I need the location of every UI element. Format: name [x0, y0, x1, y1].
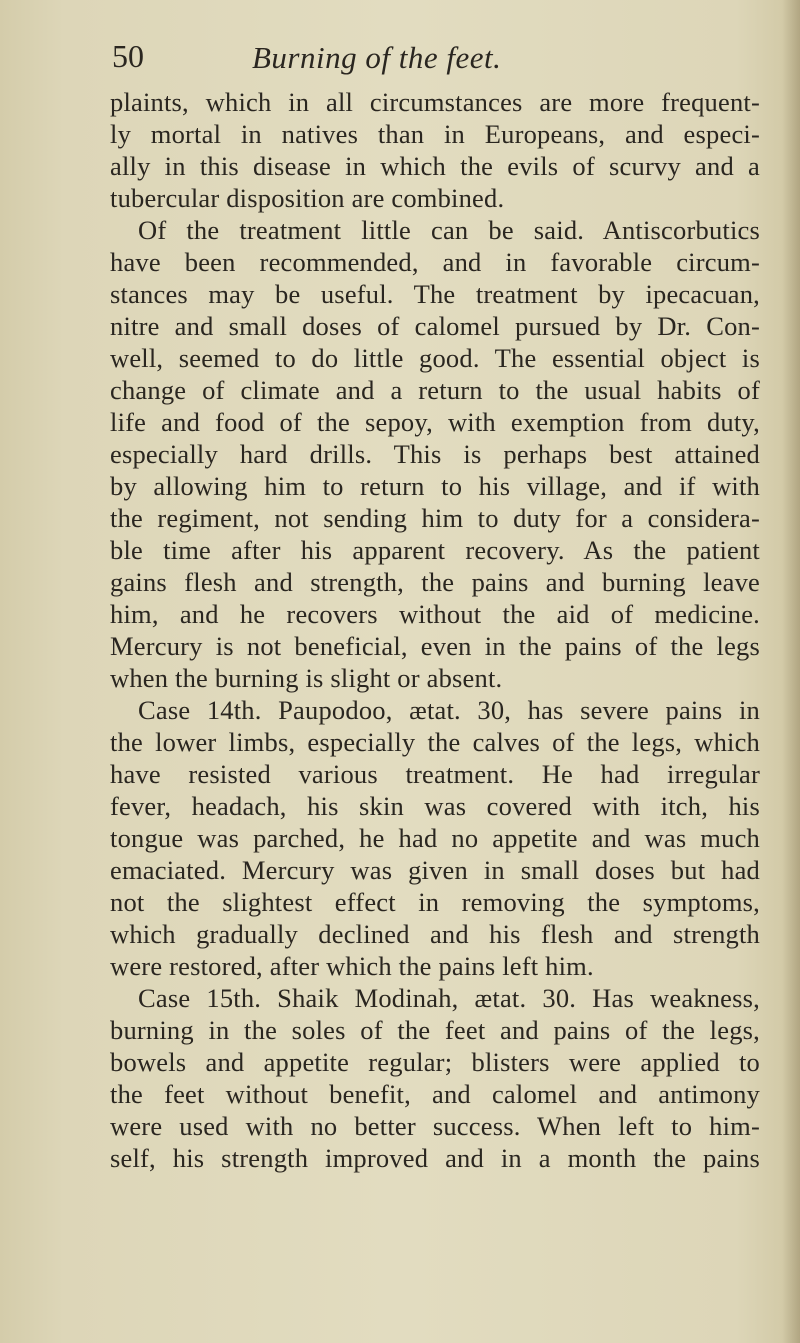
- text-line: Of the treatment little can be said. Antiscorbutics: [138, 215, 760, 245]
- text-line: were used with no better success. When left to him-: [110, 1111, 760, 1141]
- text-line: Case 15th. Shaik Modinah, ætat. 30. Has weakness,: [138, 983, 760, 1013]
- text-line: not the slightest effect in removing the symptoms,: [110, 887, 760, 917]
- text-line: by allowing him to return to his village, and if with: [110, 471, 760, 501]
- running-head-title: Burning of the feet.: [252, 40, 502, 75]
- text-line: nitre and small doses of calomel pursued by Dr. Con-: [110, 311, 760, 341]
- text-line: have resisted various treatment. He had irregular: [110, 759, 760, 789]
- text-line: were restored, after which the pains left him.: [110, 951, 594, 981]
- text-line: ally in this disease in which the evils of scurvy and a: [110, 151, 760, 181]
- page-edge-shadow: [782, 0, 800, 1343]
- text-line: when the burning is slight or absent.: [110, 663, 503, 693]
- text-line: bowels and appetite regular; blisters were applied to: [110, 1047, 760, 1077]
- text-line: self, his strength improved and in a month the pains: [110, 1143, 760, 1173]
- page-number: 50: [112, 38, 144, 74]
- text-line: change of climate and a return to the usual habits of: [110, 375, 760, 405]
- text-line: Case 14th. Paupodoo, ætat. 30, has severe pains in: [138, 695, 760, 725]
- text-line: well, seemed to do little good. The essential object is: [110, 343, 760, 373]
- body-text: [110, 86, 760, 1174]
- text-line: ble time after his apparent recovery. As the patient: [110, 535, 760, 565]
- text-line: plaints, which in all circumstances are more frequent-: [110, 87, 760, 117]
- running-head: [112, 36, 752, 80]
- text-line: emaciated. Mercury was given in small doses but had: [110, 855, 760, 885]
- text-line: Mercury is not beneficial, even in the pains of the legs: [110, 631, 760, 661]
- text-line: the feet without benefit, and calomel and antimony: [110, 1079, 760, 1109]
- text-line: tongue was parched, he had no appetite and was much: [110, 823, 760, 853]
- text-line: tubercular disposition are combined.: [110, 183, 505, 213]
- text-line: have been recommended, and in favorable circum-: [110, 247, 760, 277]
- text-line: which gradually declined and his flesh and strength: [110, 919, 760, 949]
- text-line: him, and he recovers without the aid of medicine.: [110, 599, 760, 629]
- text-line: the regiment, not sending him to duty for a considera-: [110, 503, 760, 533]
- text-line: burning in the soles of the feet and pains of the legs,: [110, 1015, 760, 1045]
- text-line: fever, headach, his skin was covered with itch, his: [110, 791, 760, 821]
- text-line: gains flesh and strength, the pains and burning leave: [110, 567, 760, 597]
- text-line: stances may be useful. The treatment by ipecacuan,: [110, 279, 760, 309]
- text-line: especially hard drills. This is perhaps best attained: [110, 439, 760, 469]
- text-line: the lower limbs, especially the calves of the legs, which: [110, 727, 760, 757]
- text-line: ly mortal in natives than in Europeans, and especi-: [110, 119, 760, 149]
- text-line: life and food of the sepoy, with exemption from duty,: [110, 407, 760, 437]
